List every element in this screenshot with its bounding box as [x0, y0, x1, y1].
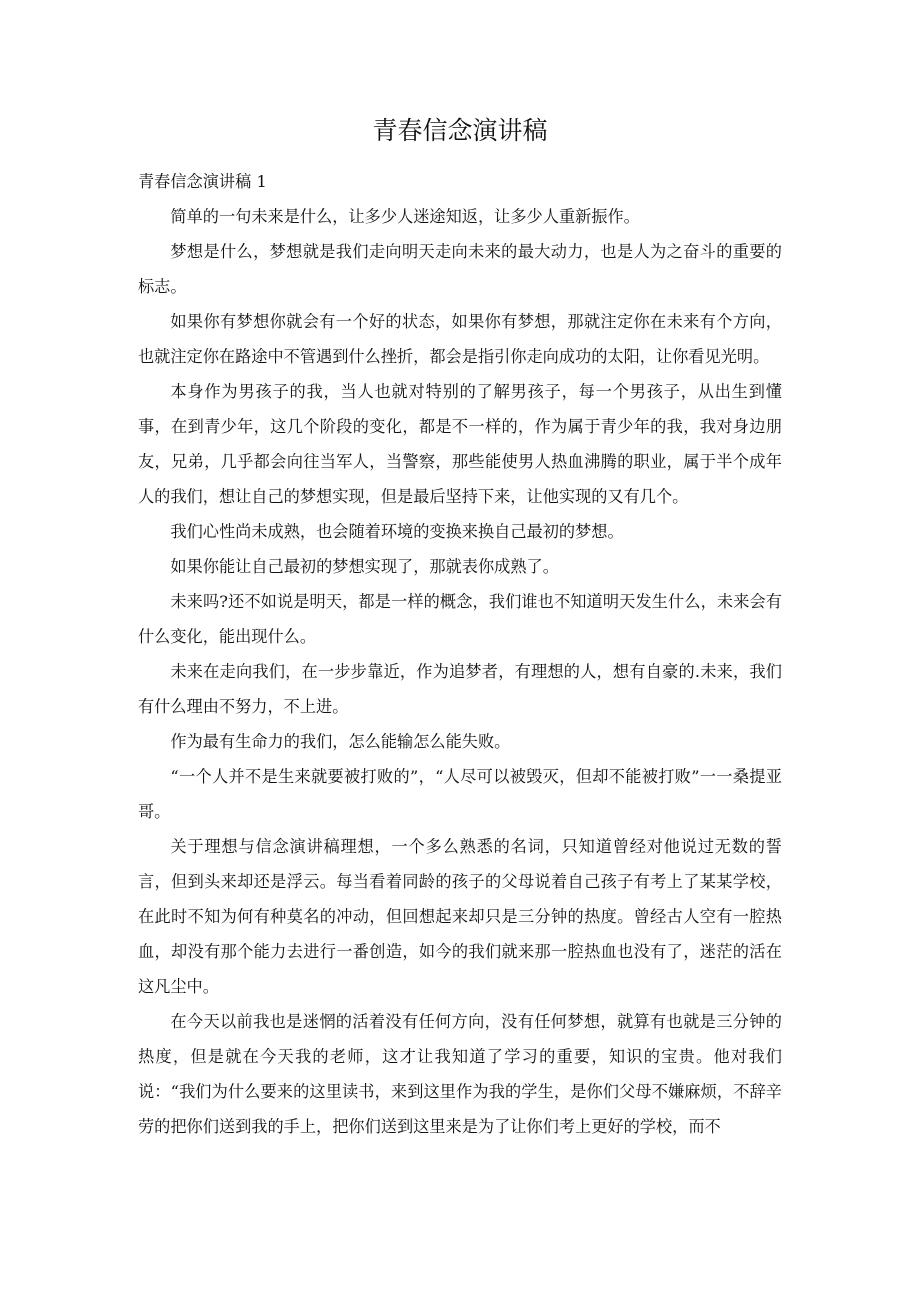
paragraph: 梦想是什么，梦想就是我们走向明天走向未来的最大动力，也是人为之奋斗的重要的标志。	[138, 242, 782, 296]
paragraph: 未来吗?还不如说是明天，都是一样的概念，我们谁也不知道明天发生什么，未来会有什么变化，能出现什么。	[138, 592, 782, 646]
paragraph: 未来在走向我们，在一步步靠近，作为追梦者，有理想的人，想有自豪的.未来，我们有什么理由不努力，不上进。	[138, 662, 782, 716]
paragraph: 作为最有生命力的我们，怎么能输怎么能失败。	[170, 732, 511, 751]
paragraph: 本身作为男孩子的我，当人也就对特别的了解男孩子，每一个男孩子，从出生到懂事，在到青少年，这几个阶段的变化，都是不一样的，作为属于青少年的我，我对身边朋友，兄弟，几乎都会向往当军人，当警察，那些能使男人热血沸腾的职业，属于半个成年人的我们，想让自己的梦想实现，但是最后坚持下来，让他实现的又有几个。	[138, 382, 782, 506]
paragraph: 关于理想与信念演讲稿理想，一个多么熟悉的名词，只知道曾经对他说过无数的誓言，但到头来却还是浮云。每当看着同龄的孩子的父母说着自己孩子有考上了某某学校，在此时不知为何有种莫名的冲动，但回想起来却只是三分钟的热度。曾经古人空有一腔热血，却没有那个能力去进行一番创造，如今的我们就来那一腔热血也没有了，迷茫的活在这凡尘中。	[138, 837, 782, 996]
paragraph: 简单的一句未来是什么，让多少人迷途知返，让多少人重新振作。	[170, 207, 640, 226]
section-heading: 青春信念演讲稿 1	[138, 172, 267, 191]
page-title: 青春信念演讲稿	[372, 116, 548, 145]
paragraph: 我们心性尚未成熟，也会随着环境的变换来换自己最初的梦想。	[170, 522, 624, 541]
paragraph: 在今天以前我也是迷惘的活着没有任何方向，没有任何梦想，就算有也就是三分钟的热度，但是就在今天我的老师，这才让我知道了学习的重要，知识的宝贵。他对我们说：“我们为什么要来的这里读书，来到这里作为我的学生，是你们父母不嫌麻烦，不辞辛劳的把你们送到我的手上，把你们送到这里来是为了让你们考上更好的学校，而不	[138, 1012, 782, 1136]
paragraph: 如果你能让自己最初的梦想实现了，那就表你成熟了。	[170, 557, 559, 576]
paragraph: “一个人并不是生来就要被打败的”，“人尽可以被毁灭，但却不能被打败”一一桑提亚哥。	[138, 767, 782, 821]
paragraph: 如果你有梦想你就会有一个好的状态，如果你有梦想，那就注定你在未来有个方向，也就注定你在路途中不管遇到什么挫折，都会是指引你走向成功的太阳，让你看见光明。	[138, 312, 782, 366]
document-body	[138, 164, 782, 1144]
